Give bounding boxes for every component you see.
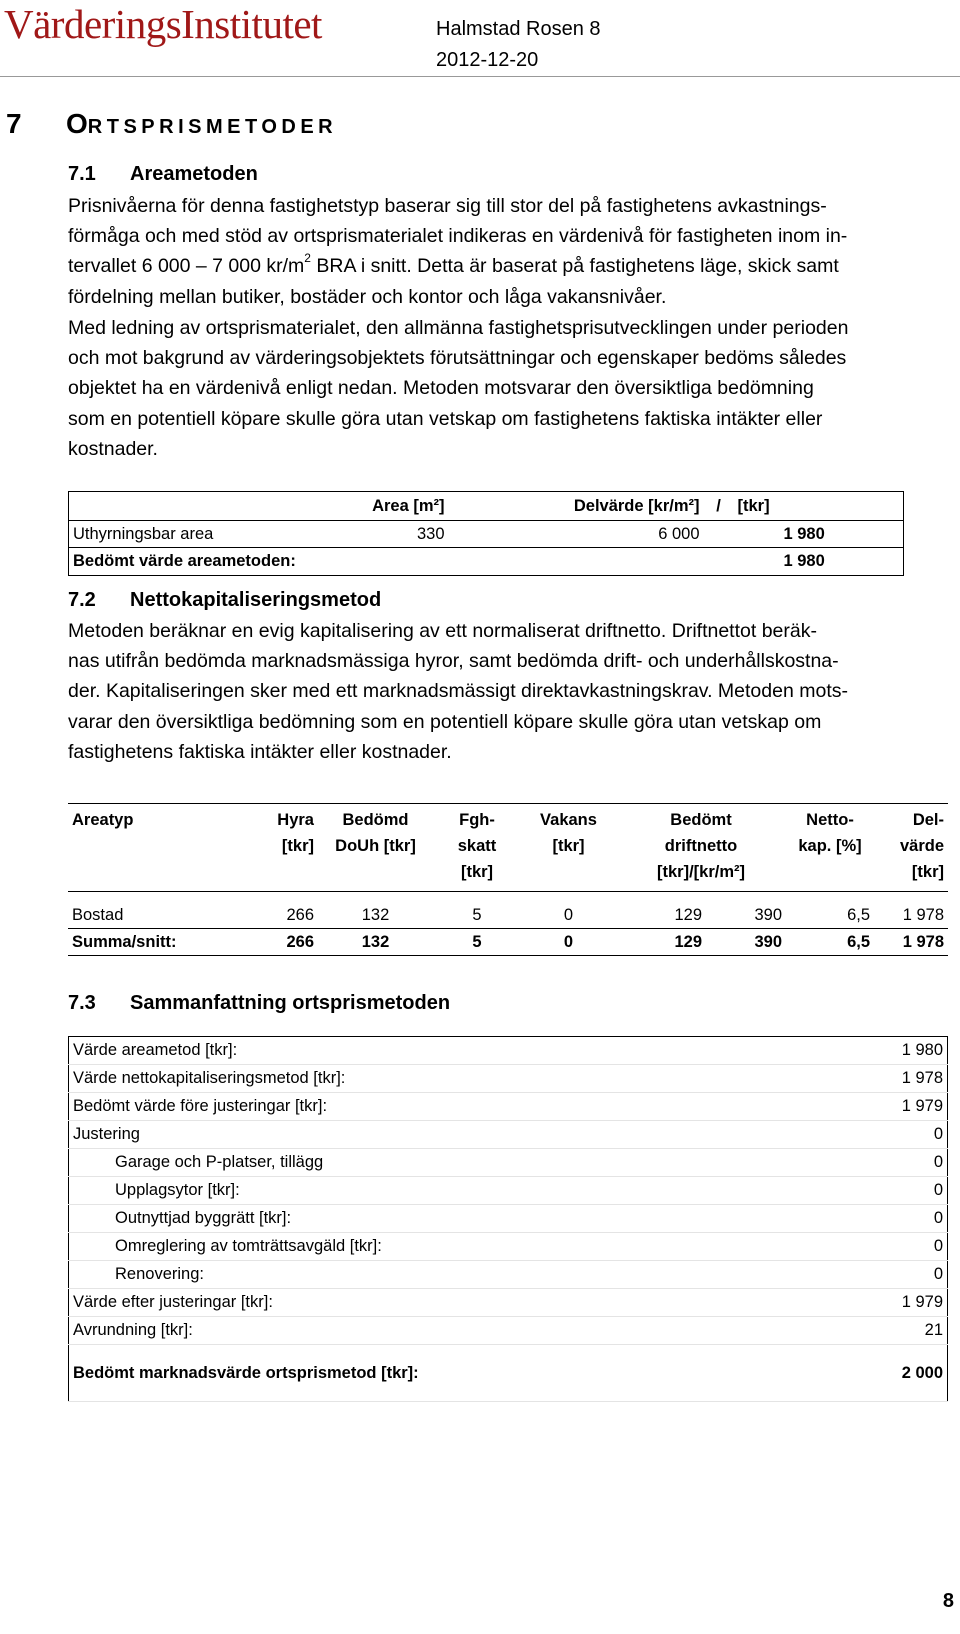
table-row: Bostad 266 132 5 0 129 390 6,5 1 978 <box>72 905 944 924</box>
section-heading-7-1: 7.1 Areametoden <box>68 163 258 185</box>
summary-value: 0 <box>839 1121 947 1149</box>
summary-row <box>69 1037 948 1065</box>
paragraph-7-1-a: Prisnivåerna för denna fastighetstyp baserar sig till stor del på fastighetens avkastnings- förmåga och med stöd av ortsprismaterialet indikeras en värdenivå för fastigheten inom in- tervallet 6 000 – 7 000 $kr/m^2$ BRA i snitt. Detta är baserat på fastighetens läge, skick samt fördelning mellan butiker, bostäder och kontor och låga vakansnivåer. <box>68 195 848 308</box>
property-name: Halmstad Rosen 8 <box>436 18 601 40</box>
summary-row <box>69 1289 948 1317</box>
summary-row <box>69 1317 948 1345</box>
summary-label: Upplagsytor [tkr]: <box>69 1177 840 1205</box>
summary-label: Avrundning [tkr]: <box>69 1317 840 1345</box>
summary-value: 0 <box>839 1205 947 1233</box>
summary-row <box>69 1149 948 1177</box>
header-douh: Bedömd DoUh [tkr] <box>318 804 433 892</box>
header-driftnetto: Bedömt driftnetto [tkr]/[kr/m²] <box>616 804 786 892</box>
page-number: 8 <box>942 1590 954 1612</box>
summary-row <box>69 1233 948 1261</box>
header-fgh-skatt: Fgh- skatt [tkr] <box>433 804 521 892</box>
summary-value: 1 979 <box>839 1289 947 1317</box>
summary-label: Bedömt värde före justeringar [tkr]: <box>69 1093 840 1121</box>
report-date: 2012-12-20 <box>436 49 539 71</box>
chapter-title-rest: RTSPRISMETODER <box>87 116 338 138</box>
summary-label: Renovering: <box>69 1261 840 1289</box>
summary-label: Omreglering av tomträttsavgäld [tkr]: <box>69 1233 840 1261</box>
summary-value: 1 978 <box>839 1065 947 1093</box>
header-meta <box>436 14 601 76</box>
summary-row <box>69 1205 948 1233</box>
summary-value: 0 <box>839 1261 947 1289</box>
summary-label: Outnyttjad byggrätt [tkr]: <box>69 1205 840 1233</box>
chapter-title-initial: O <box>66 108 88 139</box>
summary-value: 21 <box>839 1317 947 1345</box>
header-rule <box>0 76 960 77</box>
table-header-row <box>68 804 948 892</box>
page-header <box>0 0 960 80</box>
header-area: Area [m²] <box>319 492 449 521</box>
header-delvarde: Del- värde [tkr] <box>874 804 948 892</box>
summary-label: Garage och P-platser, tillägg <box>69 1149 840 1177</box>
header-vakans: Vakans [tkr] <box>521 804 616 892</box>
chapter-number: 7 <box>6 108 22 139</box>
chapter-heading <box>6 108 337 140</box>
summary-row <box>69 1177 948 1205</box>
summary-row <box>69 1065 948 1093</box>
header-hyra: Hyra [tkr] <box>218 804 318 892</box>
summary-row <box>69 1093 948 1121</box>
final-value-row: Bedömt marknadsvärde ortsprismetod [tkr]: 2 000 <box>69 1345 948 1402</box>
paragraph-7-1-b: Med ledning av ortsprismaterialet, den allmänna fastighetsprisutvecklingen under perioden och mot bakgrund av värderingsobjektets förutsättningar och egenskaper bedöms således objektet ha en värdenivå enligt nedan. Metoden motsvarar den översiktliga bedömning som en potentiell köpare skulle göra utan vetskap om fastighetens faktiska intäkter eller kostnader. <box>68 317 849 460</box>
summary-label: Värde areametod [tkr]: <box>69 1037 840 1065</box>
paragraph-7-2: Metoden beräknar en evig kapitalisering av ett normaliserat driftnetto. Driftnettot beräk- nas utifrån bedömda marknadsmässiga hyror, samt bedömda drift- och underhållskostna- der. Kapitaliseringen sker med ett marknadsmässigt direktavkastningskrav. Metoden mots- varar den översiktliga bedömning som en potentiell köpare skulle göra utan vetskap om fastighetens faktiska intäkter eller kostnader. <box>68 620 848 763</box>
table-sum-row: Summa/snitt: 266 132 5 0 129 390 6,5 1 978 <box>68 929 948 956</box>
section-heading-7-2: 7.2 Nettokapitaliseringsmetod <box>68 589 382 611</box>
summary-value: 0 <box>839 1149 947 1177</box>
header-tkr: [tkr] <box>734 492 904 521</box>
table-header-row: Area [m²] Delvärde [kr/m²] / [tkr] <box>69 492 904 521</box>
section-heading-7-3: 7.3 Sammanfattning ortsprismetoden <box>68 992 451 1014</box>
table-row: Uthyrningsbar area 330 6 000 1 980 <box>73 524 825 543</box>
net-capitalization-table <box>68 803 948 956</box>
summary-label: Värde nettokapitaliseringsmetod [tkr]: <box>69 1065 840 1093</box>
header-delvarde: Delvärde [kr/m²] <box>449 492 704 521</box>
summary-row <box>69 1121 948 1149</box>
summary-label: Värde efter justeringar [tkr]: <box>69 1289 840 1317</box>
logo: VärderingsInstitutet <box>4 1 322 47</box>
summary-value: 0 <box>839 1233 947 1261</box>
summary-label: Justering <box>69 1121 840 1149</box>
table-sum-row: Bedömt värde areametoden: 1 980 <box>69 548 904 576</box>
summary-value: 1 979 <box>839 1093 947 1121</box>
area-method-table <box>68 491 904 576</box>
header-areatyp: Areatyp <box>68 804 218 892</box>
summary-table <box>68 1036 948 1402</box>
header-nettokap: Netto- kap. [%] <box>786 804 874 892</box>
summary-value: 0 <box>839 1177 947 1205</box>
summary-row <box>69 1261 948 1289</box>
summary-value: 1 980 <box>839 1037 947 1065</box>
